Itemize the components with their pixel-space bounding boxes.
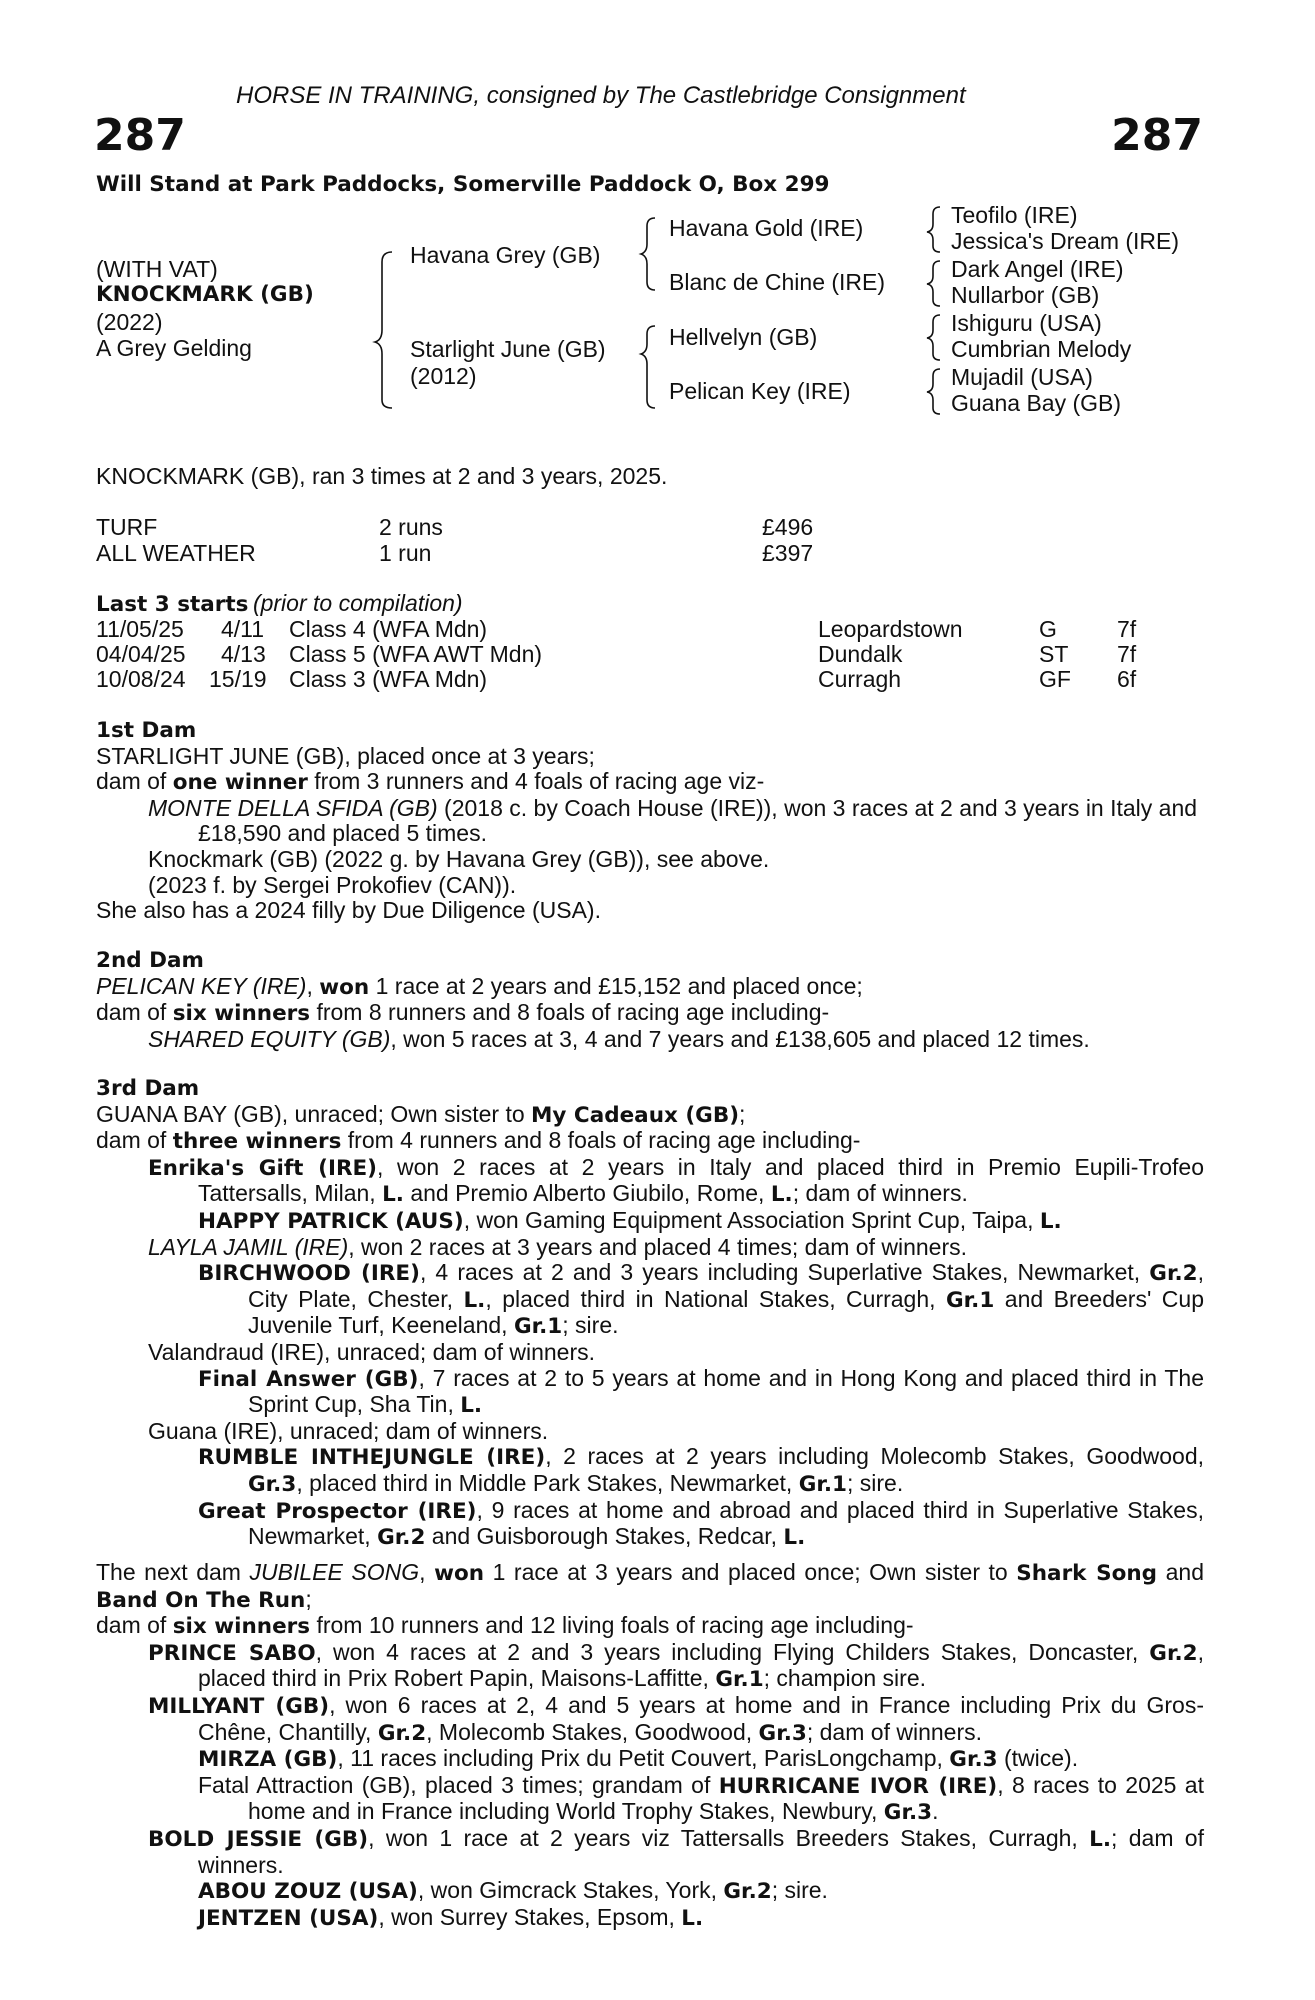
third-dam-grand-progeny: RUMBLE INTHEJUNGLE (IRE), 2 races at 2 years including Molecomb Stakes, Goodwood, Gr.3, placed third in Middle Park Stakes, Newmarket, Gr.1; sire. [198, 1443, 1205, 1497]
record-prize-aw: £397 [762, 540, 814, 566]
pedigree-gen3-2: Blanc de Chine (IRE) [669, 269, 886, 295]
third-dam-grand-progeny: Great Prospector (IRE), 9 races at home and abroad and placed third in Superlative Stakes, Newmarket, Gr.2 and Guisborough Stakes, Redcar, L. [198, 1496, 1204, 1551]
third-dam-line: GUANA BAY (GB), unraced; Own sister to My Cadeaux (GB); [96, 1100, 746, 1128]
lot-number-right: 287 [1111, 110, 1203, 161]
start-race: Class 5 (WFA AWT Mdn) [289, 641, 543, 667]
record-surface-turf: TURF [96, 514, 158, 540]
third-dam-grand-progeny: HAPPY PATRICK (AUS), won Gaming Equipment Association Sprint Cup, Taipa, L. [198, 1206, 1062, 1234]
start-race: Class 3 (WFA Mdn) [289, 666, 488, 692]
next-dam-progeny: PRINCE SABO, won 4 races at 2 and 3 years including Flying Childers Stakes, Doncaster, Gr.2, placed third in Prix Robert Papin, Maisons-Laffitte, Gr.1; champion sire. [148, 1638, 1204, 1693]
record-prize-turf: £496 [762, 514, 814, 540]
next-dam-progeny: BOLD JESSIE (GB), won 1 race at 2 years viz Tattersalls Breeders Stakes, Curragh, L.; dam of winners. [148, 1824, 1204, 1878]
third-dam-progeny: Valandraud (IRE), unraced; dam of winners. [148, 1338, 596, 1365]
start-distance: 6f [1117, 666, 1137, 692]
second-dam-produce-line: dam of six winners from 8 runners and 8 foals of racing age including- [96, 999, 830, 1027]
first-dam-title: 1st Dam [96, 718, 197, 743]
first-dam-note: She also has a 2024 filly by Due Diligence (USA). [96, 897, 601, 924]
start-distance: 7f [1117, 616, 1137, 642]
pedigree-gen3-1: Havana Gold (IRE) [669, 215, 864, 241]
vat-label: (WITH VAT) [96, 256, 218, 282]
last-starts-heading [96, 591, 463, 617]
first-dam-progeny: (2023 f. by Sergei Prokofiev (CAN)). [148, 871, 517, 898]
last-starts-title: Last 3 starts [96, 592, 249, 617]
record-surface-aw: ALL WEATHER [96, 540, 256, 566]
pedigree-gen4-5: Ishiguru (USA) [951, 310, 1102, 336]
first-dam-section [96, 718, 1204, 924]
first-dam-line: STARLIGHT JUNE (GB), placed once at 3 years; [96, 742, 595, 769]
second-dam-section [96, 948, 1204, 1052]
pedigree-gen4-8: Guana Bay (GB) [951, 390, 1122, 416]
pedigree-gen4-6: Cumbrian Melody [951, 336, 1132, 362]
start-race: Class 4 (WFA Mdn) [289, 616, 488, 642]
start-date: 04/04/25 [96, 641, 186, 667]
horse-description: A Grey Gelding [96, 335, 252, 361]
pedigree-sire: Havana Grey (GB) [410, 242, 601, 268]
next-dam-progeny: MILLYANT (GB), won 6 races at 2, 4 and 5 years at home and in France including Prix du Gros-Chêne, Chantilly, Gr.2, Molecomb Stakes, Goodwood, Gr.3; dam of winners. [148, 1691, 1204, 1746]
lot-number-left: 287 [94, 110, 186, 161]
pedigree-gen4-2: Jessica's Dream (IRE) [951, 228, 1180, 254]
start-position: 4/11 [221, 616, 265, 642]
third-dam-section [96, 1076, 1204, 1551]
next-dam-line: The next dam JUBILEE SONG, won 1 race at 3 years and placed once; Own sister to Shark Song and Band On The Run; [96, 1559, 1205, 1613]
pedigree-dam: Starlight June (GB) [410, 336, 606, 362]
third-dam-grand-progeny: BIRCHWOOD (IRE), 4 races at 2 and 3 years including Superlative Stakes, Newmarket, Gr.2, City Plate, Chester, L., placed third in National Stakes, Curragh, Gr.1 and Breeders' Cup Juvenile Turf, Keeneland, Gr.1; sire. [198, 1259, 1204, 1340]
start-date: 11/05/25 [96, 616, 184, 642]
third-dam-grand-progeny: Final Answer (GB), 7 races at 2 to 5 years at home and in Hong Kong and placed third in The Sprint Cup, Sha Tin, L. [198, 1364, 1204, 1419]
pedigree-gen4-4: Nullarbor (GB) [951, 282, 1100, 308]
record-runs-aw: 1 run [379, 540, 432, 566]
start-course: Dundalk [818, 641, 903, 667]
second-dam-title: 2nd Dam [96, 948, 204, 973]
start-distance: 7f [1117, 641, 1137, 667]
pedigree-dam-year: (2012) [410, 363, 477, 389]
start-going: ST [1039, 641, 1069, 667]
third-dam-progeny: LAYLA JAMIL (IRE), won 2 races at 3 years and placed 4 times; dam of winners. [148, 1233, 968, 1260]
start-course: Leopardstown [818, 616, 963, 642]
horse-year: (2022) [96, 309, 163, 335]
pedigree-gen4-3: Dark Angel (IRE) [951, 256, 1124, 282]
last-starts-note: (prior to compilation) [252, 590, 463, 616]
consignment-header: HORSE IN TRAINING, consigned by The Castlebridge Consignment [236, 82, 966, 109]
third-dam-produce-line: dam of three winners from 4 runners and 8 foals of racing age including- [96, 1127, 861, 1155]
start-position: 15/19 [209, 666, 267, 692]
pedigree-gen4-1: Teofilo (IRE) [951, 202, 1078, 228]
pedigree-gen3-3: Hellvelyn (GB) [669, 324, 818, 350]
next-dam-produce-line: dam of six winners from 10 runners and 12 living foals of racing age including- [96, 1612, 914, 1640]
stand-location: Will Stand at Park Paddocks, Somerville Paddock O, Box 299 [96, 172, 830, 197]
record-runs-turf: 2 runs [379, 514, 443, 540]
first-dam-progeny: MONTE DELLA SFIDA (GB) (2018 c. by Coach House (IRE)), won 3 races at 2 and 3 years in Italy and £18,590 and placed 5 times. [148, 794, 1198, 847]
next-dam-section [96, 1560, 1204, 1931]
race-summary: KNOCKMARK (GB), ran 3 times at 2 and 3 years, 2025. [96, 463, 668, 489]
start-going: G [1039, 616, 1057, 642]
second-dam-line: PELICAN KEY (IRE), won 1 race at 2 years and £15,152 and placed once; [96, 972, 863, 1000]
start-position: 4/13 [221, 641, 266, 667]
pedigree-gen4-7: Mujadil (USA) [951, 364, 1093, 390]
start-going: GF [1039, 666, 1071, 692]
next-dam-grand-progeny: ABOU ZOUZ (USA), won Gimcrack Stakes, York, Gr.2; sire. [198, 1877, 828, 1905]
next-dam-grand-progeny: JENTZEN (USA), won Surrey Stakes, Epsom, L. [198, 1903, 704, 1931]
pedigree-gen3-4: Pelican Key (IRE) [669, 378, 851, 404]
start-course: Curragh [818, 666, 902, 692]
second-dam-progeny: SHARED EQUITY (GB), won 5 races at 3, 4 and 7 years and £138,605 and placed 12 times. [148, 1025, 1090, 1052]
third-dam-title: 3rd Dam [96, 1076, 200, 1101]
next-dam-grand-progeny: MIRZA (GB), 11 races including Prix du Petit Couvert, ParisLongchamp, Gr.3 (twice). [198, 1745, 1079, 1773]
third-dam-progeny: Enrika's Gift (IRE), won 2 races at 2 years in Italy and placed third in Premio Eupili-Trofeo Tattersalls, Milan, L. and Premio Alberto Giubilo, Rome, L.; dam of winners. [148, 1153, 1204, 1208]
horse-name: KNOCKMARK (GB) [96, 282, 314, 307]
first-dam-produce-line: dam of one winner from 3 runners and 4 foals of racing age viz- [96, 768, 765, 796]
third-dam-progeny: Guana (IRE), unraced; dam of winners. [148, 1417, 549, 1444]
next-dam-grand-progeny: Fatal Attraction (GB), placed 3 times; grandam of HURRICANE IVOR (IRE), 8 races to 2025 at home and in France including World Trophy Stakes, Newbury, Gr.3. [198, 1771, 1204, 1826]
first-dam-progeny: Knockmark (GB) (2022 g. by Havana Grey (GB)), see above. [148, 845, 770, 872]
start-date: 10/08/24 [96, 666, 186, 692]
